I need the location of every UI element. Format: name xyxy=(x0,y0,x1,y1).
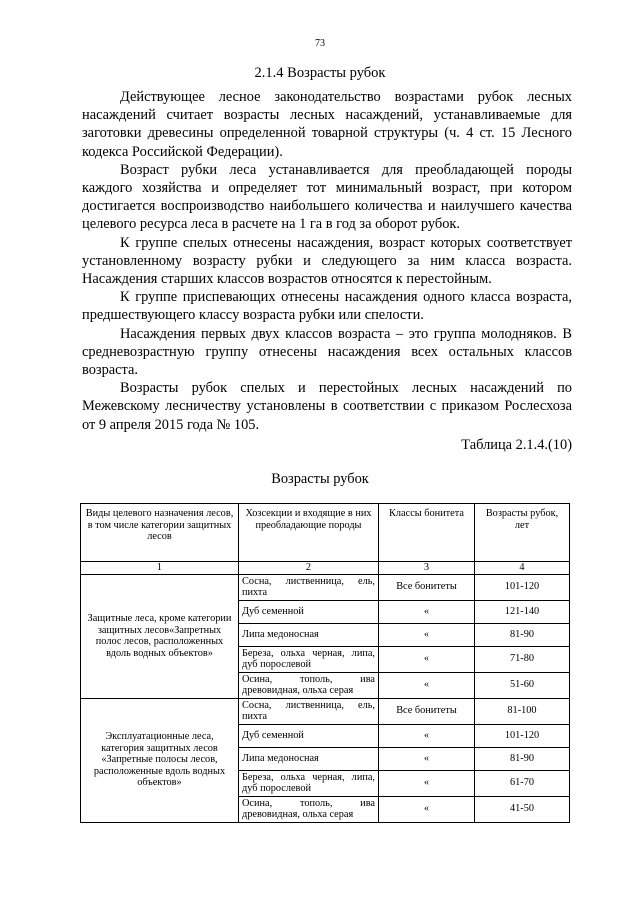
class-cell: « xyxy=(379,770,475,796)
paragraph-6: Возрасты рубок спелых и перестойных лесных насаждений по Межевскому лесничеству установлены в соответствии с приказом Рослесхоза от 9 апреля 2015 года № 105. xyxy=(82,380,572,433)
age-cell: 71-80 xyxy=(475,646,570,672)
age-cell: 101-120 xyxy=(475,724,570,747)
species-cell: Дуб семенной xyxy=(239,724,379,747)
species-cell: Сосна, лиственница, ель, пихта xyxy=(239,574,379,600)
paragraph-3: К группе спелых отнесены насаждения, возраст которых соответствует установленному возрасту рубки и следующего за ним класса возраста. Насаждения старших классов возрастов относятся к перестойным. xyxy=(82,234,572,288)
class-cell: « xyxy=(379,724,475,747)
species-cell: Береза, ольха черная, липа, дуб порослевой xyxy=(239,770,379,796)
column-number: 1 xyxy=(81,562,239,575)
paragraph-5: Насаждения первых двух классов возраста – это группа молодняков. В средневозрастную группу отнесены насаждения всех остальных классов возраста. xyxy=(82,325,572,379)
species-cell: Дуб семенной xyxy=(239,600,379,623)
page-number: 73 xyxy=(315,38,325,49)
column-number: 3 xyxy=(379,562,475,575)
class-cell: « xyxy=(379,646,475,672)
table-title: Возрасты рубок xyxy=(271,471,369,487)
class-cell: Все бонитеты xyxy=(379,574,475,600)
class-cell: « xyxy=(379,672,475,698)
species-cell: Береза, ольха черная, липа, дуб порослевой xyxy=(239,646,379,672)
species-cell: Липа медоносная xyxy=(239,747,379,770)
species-cell: Осина, тополь, ива древовидная, ольха серая xyxy=(239,672,379,698)
table-column-numbers xyxy=(81,562,570,575)
age-cell: 101-120 xyxy=(475,574,570,600)
age-cell: 41-50 xyxy=(475,796,570,822)
paragraph-1: Действующее лесное законодательство возрастами рубок лесных насаждений считает возрасты лесных насаждений, устанавливаемые для заготовки древесины определенной товарной структуры (ч. 4 ст. 15 Лесного кодекса Российской Федерации). xyxy=(82,89,572,160)
class-cell: « xyxy=(379,747,475,770)
class-cell: « xyxy=(379,623,475,646)
age-cell: 61-70 xyxy=(475,770,570,796)
class-cell: « xyxy=(379,600,475,623)
header-class: Классы бонитета xyxy=(379,504,475,562)
paragraph-2: Возраст рубки леса устанавливается для преобладающей породы каждого хозяйства и определяет тот минимальный возраст, при котором достигается воспроизводство наибольшего количества и наилучшего качества целевого ресурса леса в расчете на 1 га в год за оборот рубок. xyxy=(82,161,572,233)
class-cell: Все бонитеты xyxy=(379,698,475,724)
age-cell: 81-100 xyxy=(475,698,570,724)
age-cell: 51-60 xyxy=(475,672,570,698)
table-header-row xyxy=(81,504,570,562)
age-cell: 81-90 xyxy=(475,623,570,646)
column-number: 2 xyxy=(239,562,379,575)
column-number: 4 xyxy=(475,562,570,575)
table-number: Таблица 2.1.4.(10) xyxy=(461,437,572,453)
header-purpose: Виды целевого назначения лесов, в том числе категории защитных лесов xyxy=(81,504,239,562)
category-cell: Эксплуатационные леса, категория защитных лесов «Запретные полосы лесов, расположенные вдоль водных объектов» xyxy=(81,698,239,822)
category-cell: Защитные леса, кроме категории защитных лесов«Запретных полос лесов, расположенных вдоль водных объектов» xyxy=(81,574,239,698)
section-title: 2.1.4 Возрасты рубок xyxy=(254,65,386,81)
table-row xyxy=(81,574,570,600)
paragraph-4: К группе приспевающих отнесены насаждения одного класса возраста, предшествующего классу возраста рубки или спелости. xyxy=(82,289,572,324)
header-age: Возрасты рубок, лет xyxy=(475,504,570,562)
age-cell: 121-140 xyxy=(475,600,570,623)
class-cell: « xyxy=(379,796,475,822)
ages-table xyxy=(80,503,570,823)
body-text xyxy=(82,88,572,434)
header-species: Хозсекции и входящие в них преобладающие породы xyxy=(239,504,379,562)
species-cell: Сосна, лиственница, ель, пихта xyxy=(239,698,379,724)
species-cell: Осина, тополь, ива древовидная, ольха серая xyxy=(239,796,379,822)
age-cell: 81-90 xyxy=(475,747,570,770)
species-cell: Липа медоносная xyxy=(239,623,379,646)
table-row xyxy=(81,698,570,724)
